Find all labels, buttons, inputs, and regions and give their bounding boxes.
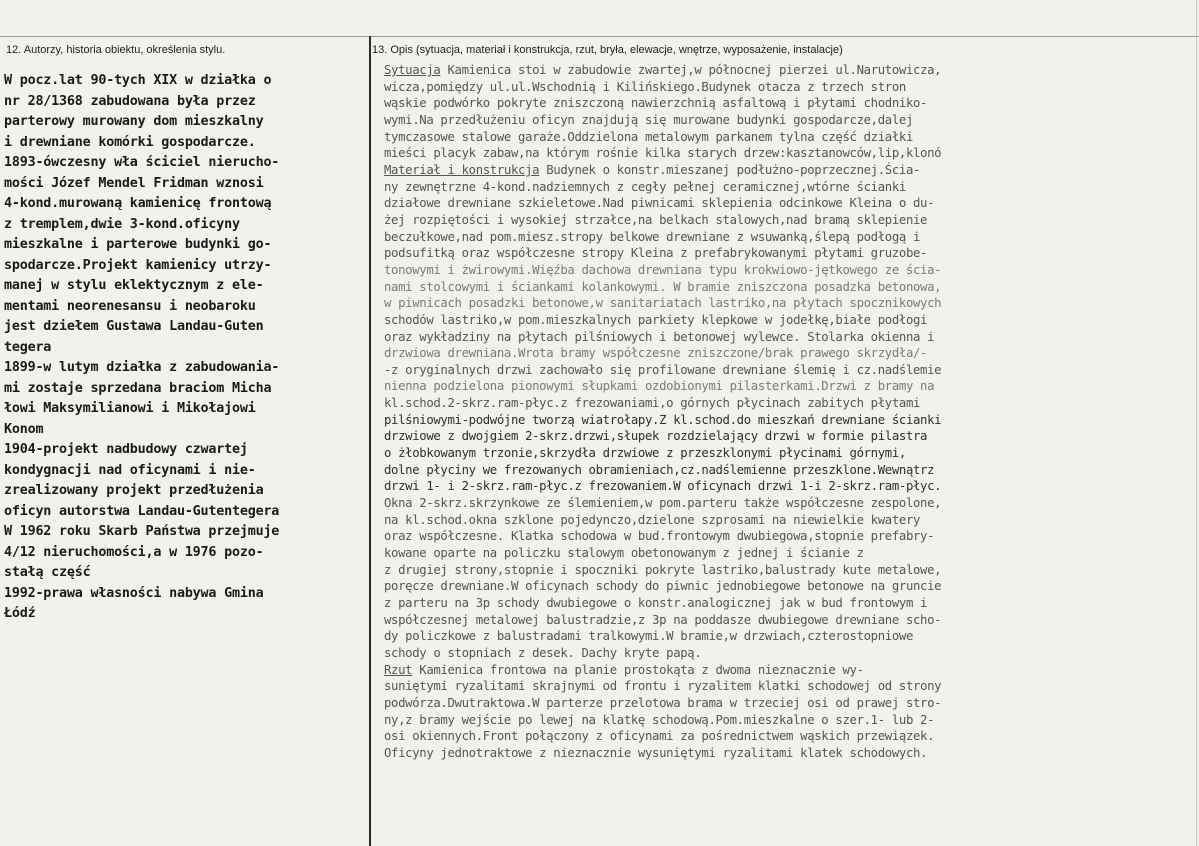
description-text: Budynek o konstr.mieszanej podłużno-poprzecznej.Ścia- xyxy=(539,162,921,177)
history-line: W pocz.lat 90-tych XIX w działka o xyxy=(4,73,272,88)
history-line: parterowy murowany dom mieszkalny xyxy=(4,114,264,129)
history-line: 1904-projekt nadbudowy czwartej xyxy=(4,442,248,457)
description-text: mieści placyk zabaw,na którym rośnie kilka starych drzew:kasztanowców,lip,klonó xyxy=(384,146,942,161)
description-line xyxy=(384,395,1196,412)
history-line: 4/12 nieruchomości,a w 1976 pozo- xyxy=(4,544,264,560)
description-text: oraz współczesne. Klatka schodowa w bud.frontowym dwubiegowa,stopnie prefabry- xyxy=(384,529,935,544)
description-text: nienna podzielona pionowymi słupkami ozdobionymi pilasterkami.Drzwi z bramy na xyxy=(384,379,935,394)
description-line xyxy=(384,195,1196,212)
section-label: Sytuacja xyxy=(384,63,441,77)
section-label: Materiał i konstrukcja xyxy=(384,162,540,177)
description-line xyxy=(384,312,1196,329)
description-text: podsufitką oraz współczesne stropy Kleina z prefabrykowanymi płytami gruzobe- xyxy=(384,246,928,261)
section-12-header: 12. Autorzy, historia obiektu, określenia stylu. xyxy=(6,44,226,56)
description-line xyxy=(384,245,1196,262)
description-line xyxy=(384,329,1196,346)
description-text: współczesnej metalowej balustradzie,z 3p na poddasze dwubiegowe drewniane scho- xyxy=(384,612,942,627)
description-line xyxy=(384,95,1196,112)
description-line xyxy=(384,345,1196,362)
description-text: osi okiennych.Front połączony z oficynami za pośrednictwem wąskich przewiązek. xyxy=(384,729,935,744)
history-line: oficyn autorstwa Landau-Gutentegera xyxy=(4,503,280,519)
description-line xyxy=(384,645,1196,662)
history-line: tegera xyxy=(4,339,52,355)
description-line xyxy=(384,162,1196,179)
description-line xyxy=(384,595,1196,612)
description-text: Kamienica stoi w zabudowie zwartej,w północnej pierzei ul.Narutowicza, xyxy=(440,63,942,77)
description-text: działowe drewniane szkieletowe.Nad piwnicami sklepienia odcinkowe Kleina o du- xyxy=(384,196,935,211)
description-line xyxy=(384,279,1196,296)
section-label: Rzut xyxy=(384,662,413,677)
description-text: wicza,pomiędzy ul.ul.Wschodnią i Kilińskiego.Budynek otacza z trzech stron xyxy=(384,79,906,94)
description-line xyxy=(384,212,1196,229)
description-line xyxy=(384,545,1196,562)
description-line xyxy=(384,678,1196,695)
description-line xyxy=(384,445,1196,462)
description-text: Okna 2-skrz.skrzynkowe ze ślemieniem,w pom.parteru także współczesne zespolone, xyxy=(384,496,942,511)
history-line: 4-kond.murowaną kamienicę frontową xyxy=(4,196,272,211)
history-line: stałą część xyxy=(4,565,91,580)
history-line: jest dziełem Gustawa Landau-Guten xyxy=(4,319,264,334)
history-line: Łódź xyxy=(4,606,36,621)
history-line: spodarcze.Projekt kamienicy utrzy- xyxy=(4,257,272,273)
description-text: w piwnicach posadzki betonowe,w sanitariatach lastriko,na płytach spocznikowych xyxy=(384,296,942,311)
description-text: drzwiowa drewniana.Wrota bramy współczesne zniszczone/brak prawego skrzydła/- xyxy=(384,346,928,361)
description-text: kowane oparte na policzku stalowym obetonowanym z jednej i ścianie z xyxy=(384,546,864,561)
description-text: podwórza.Dwutraktowa.W parterze przelotowa brama w trzeciej osi od prawej stro- xyxy=(384,695,942,710)
description-line xyxy=(384,262,1196,279)
description-line xyxy=(384,578,1196,595)
history-line: 1992-prawa własności nabywa Gmina xyxy=(4,585,264,601)
history-line: W 1962 roku Skarb Państwa przejmuje xyxy=(4,524,280,539)
description-text: tonowymi i żwirowymi.Więźba dachowa drewniana typu krokwiowo-jętkowego ze ścia- xyxy=(384,262,942,277)
description-text: pilśniowymi-podwójne tworzą wiatrołapy.Z kl.schod.do mieszkań drewniane ścianki xyxy=(384,412,942,427)
description-text-column xyxy=(384,62,1196,762)
description-line xyxy=(384,129,1196,146)
description-line xyxy=(384,179,1196,196)
description-text: kl.schod.2-skrz.ram-płyc.z frezowaniami,o górnych płycinach zabitych płytami xyxy=(384,396,921,411)
description-text: ny zewnętrzne 4-kond.nadziemnych z cegły pełnej ceramicznej,wtórne ścianki xyxy=(384,179,906,194)
description-line xyxy=(384,695,1196,712)
description-text: nami stolcowymi i ściankami kolankowymi. W bramie zniszczona posadzka betonowa, xyxy=(384,279,942,294)
description-text: suniętymi ryzalitami skrajnymi od frontu i ryzalitem klatki schodowej od strony xyxy=(384,679,942,694)
history-line: manej w stylu eklektycznym z ele- xyxy=(4,278,264,293)
description-text: -z oryginalnych drzwi zachowało się profilowane drewniane ślemię i cz.nadślemie xyxy=(384,362,942,377)
description-text: na kl.schod.okna szklone pojedynczo,dzielone szprosami na niewielkie kwatery xyxy=(384,512,921,527)
history-line: Konom xyxy=(4,421,44,437)
history-text-column xyxy=(4,71,366,625)
description-line xyxy=(384,295,1196,312)
description-line xyxy=(384,495,1196,512)
description-line xyxy=(384,112,1196,129)
description-line xyxy=(384,745,1196,762)
page-edge-line xyxy=(1196,0,1197,846)
description-text: beczułkowe,nad pom.miesz.stropy belkowe drewniane z wsuwanką,ślepą podłogą i xyxy=(384,229,921,244)
description-text: z drugiej strony,stopnie i spoczniki pokryte lastriko,balustrady kute metalowe, xyxy=(384,562,942,577)
description-line xyxy=(384,412,1196,429)
history-line: z tremplem,dwie 3-kond.oficyny xyxy=(4,216,240,232)
description-text: drzwiowe z dwojgiem 2-skrz.drzwi,słupek rozdzielający drzwi w formie pilastra xyxy=(384,429,928,444)
header-divider-line xyxy=(0,36,1199,37)
description-text: oraz wykładziny na płytach pilśniowych i betonowej wylewce. Stolarka okienna i xyxy=(384,329,935,344)
description-text: o żłobkowanym trzonie,skrzydła drzwiowe z przeszklonymi płycinami górnymi, xyxy=(384,446,906,461)
description-text: ny,z bramy wejście po lewej na klatkę schodową.Pom.mieszkalne o szer.1- lub 2- xyxy=(384,712,935,727)
description-line xyxy=(384,612,1196,629)
description-text: drzwi 1- i 2-skrz.ram-płyc.z frezowaniem.W oficynach drzwi 1-i 2-skrz.ram-płyc. xyxy=(384,479,942,494)
description-line xyxy=(384,79,1196,96)
description-line xyxy=(384,362,1196,379)
history-line: kondygnacji nad oficynami i nie- xyxy=(4,462,256,478)
description-line xyxy=(384,145,1196,162)
description-line xyxy=(384,528,1196,545)
description-line xyxy=(384,728,1196,745)
description-text: wymi.Na przedłużeniu oficyn znajdują się murowane budynki gospodarcze,dalej xyxy=(384,112,914,127)
description-line xyxy=(384,229,1196,246)
history-line: łowi Maksymilianowi i Mikołajowi xyxy=(4,401,256,416)
history-line: 1893-ówczesny wła ściciel nierucho- xyxy=(4,155,280,170)
description-text: dy policzkowe z balustradami tralkowymi.W bramie,w drzwiach,czterostopniowe xyxy=(384,629,914,644)
description-line xyxy=(384,378,1196,395)
history-line: nr 28/1368 zabudowana była przez xyxy=(4,93,256,109)
history-line: mentami neorenesansu i neobaroku xyxy=(4,298,256,314)
description-text: Oficyny jednotraktowe z nieznacznie wysuniętymi ryzalitami klatek schodowych. xyxy=(384,745,928,760)
description-text: schodów lastriko,w pom.mieszkalnych parkiety klepkowe w jodełkę,białe podłogi xyxy=(384,312,928,327)
history-line: 1899-w lutym działka z zabudowania- xyxy=(4,360,280,375)
description-text: żej rozpiętości i wysokiej strzałce,na belkach stalowych,nad bramą sklepienie xyxy=(384,212,928,227)
history-line: i drewniane komórki gospodarcze. xyxy=(4,134,256,150)
description-line xyxy=(384,428,1196,445)
description-text: poręcze drewniane.W oficynach schody do piwnic jednobiegowe betonowe na gruncie xyxy=(384,579,942,594)
description-text: z parteru na 3p schody dwubiegowe o konstr.analogicznej jak w bud frontowym i xyxy=(384,596,928,610)
description-line xyxy=(384,462,1196,479)
description-line xyxy=(384,628,1196,645)
description-text: tymczasowe stalowe garaże.Oddzielona metalowym parkanem tylna część działki xyxy=(384,129,914,144)
history-line: mieszkalne i parterowe budynki go- xyxy=(4,237,272,252)
history-line: mi zostaje sprzedana braciom Micha xyxy=(4,380,272,396)
history-line: zrealizowany projekt przedłużenia xyxy=(4,483,264,498)
description-line xyxy=(384,512,1196,529)
description-line xyxy=(384,662,1196,679)
description-text: schody o stopniach z desek. Dachy kryte papą. xyxy=(384,645,702,660)
description-text: dolne płyciny we frezowanych obramieniach,cz.nadślemienne przeszklone.Wewnątrz xyxy=(384,462,935,477)
description-text: wąskie podwórko pokryte zniszczoną nawierzchnią asfaltową i płytami chodniko- xyxy=(384,96,928,111)
description-text: Kamienica frontowa na planie prostokąta z dwoma nieznacznie wy- xyxy=(412,662,864,677)
section-13-header: 13. Opis (sytuacja, materiał i konstrukcja, rzut, bryła, elewacje, wnętrze, wyposażenie, instalacje) xyxy=(372,44,843,56)
description-line xyxy=(384,478,1196,495)
description-line xyxy=(384,562,1196,579)
column-divider-line xyxy=(369,36,371,846)
description-line xyxy=(384,712,1196,729)
description-line xyxy=(384,62,1196,79)
history-line: mości Józef Mendel Fridman wznosi xyxy=(4,175,264,191)
